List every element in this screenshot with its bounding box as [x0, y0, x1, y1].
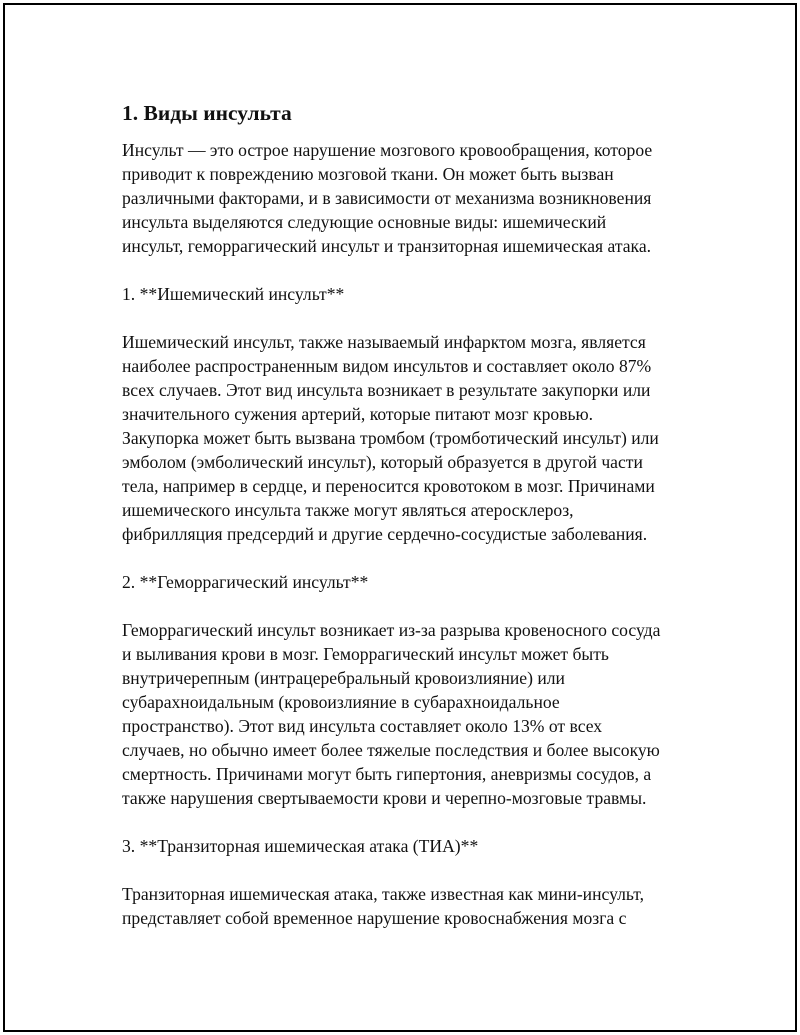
text-line: тела, например в сердце, и переносится кровотоком в мозг. Причинами	[122, 476, 655, 496]
document-body	[122, 98, 712, 930]
text-line: различными факторами, и в зависимости от механизма возникновения	[122, 188, 652, 208]
text-line: приводит к повреждению мозговой ткани. Он может быть вызван	[122, 164, 614, 184]
text-line: ишемического инсульта также могут являться атеросклероз,	[122, 500, 574, 520]
text-line: всех случаев. Этот вид инсульта возникает в результате закупорки или	[122, 380, 651, 400]
text-line: представляет собой временное нарушение кровоснабжения мозга с	[122, 908, 627, 928]
text-line: случаев, но обычно имеет более тяжелые последствия и более высокую	[122, 740, 660, 760]
text-line: смертность. Причинами могут быть гипертония, аневризмы сосудов, а	[122, 764, 652, 784]
section-body-hemorrhagic	[122, 618, 712, 810]
section-title-tia	[122, 834, 712, 858]
text-line: фибрилляция предсердий и другие сердечно-сосудистые заболевания.	[122, 524, 648, 544]
section-title-hemorrhagic	[122, 570, 712, 594]
text-line: субарахноидальным (кровоизлияние в субарахноидальное	[122, 692, 560, 712]
text-line: Закупорка может быть вызвана тромбом (тромботический инсульт) или	[122, 428, 659, 448]
section-title-text: 1. **Ишемический инсульт**	[122, 284, 345, 304]
text-line: наиболее распространенным видом инсультов и составляет около 87%	[122, 356, 652, 376]
section-title-text: 2. **Геморрагический инсульт**	[122, 572, 369, 592]
intro-paragraph	[122, 138, 712, 258]
section-title-text: 3. **Транзиторная ишемическая атака (ТИА)**	[122, 836, 479, 856]
page-frame	[3, 3, 797, 1032]
text-line: эмболом (эмболический инсульт), который образуется в другой части	[122, 452, 643, 472]
text-line: внутричерепным (интрацеребральный кровоизлияние) или	[122, 668, 565, 688]
document-heading: 1. Виды инсульта	[122, 101, 292, 125]
text-line: Инсульт — это острое нарушение мозгового кровообращения, которое	[122, 140, 653, 160]
text-line: инсульта выделяются следующие основные виды: ишемический	[122, 212, 607, 232]
section-body-ischemic	[122, 330, 712, 546]
text-line: пространство). Этот вид инсульта составляет около 13% от всех	[122, 716, 603, 736]
text-line: Ишемический инсульт, также называемый инфарктом мозга, является	[122, 332, 646, 352]
text-line: инсульт, геморрагический инсульт и транзиторная ишемическая атака.	[122, 236, 652, 256]
text-line: значительного сужения артерий, которые питают мозг кровью.	[122, 404, 594, 424]
text-line: также нарушения свертываемости крови и черепно-мозговые травмы.	[122, 788, 647, 808]
section-title-ischemic	[122, 282, 712, 306]
section-body-tia	[122, 882, 712, 930]
text-line: и выливания крови в мозг. Геморрагический инсульт может быть	[122, 644, 609, 664]
text-line: Геморрагический инсульт возникает из-за разрыва кровеносного сосуда	[122, 620, 661, 640]
text-line: Транзиторная ишемическая атака, также известная как мини-инсульт,	[122, 884, 645, 904]
